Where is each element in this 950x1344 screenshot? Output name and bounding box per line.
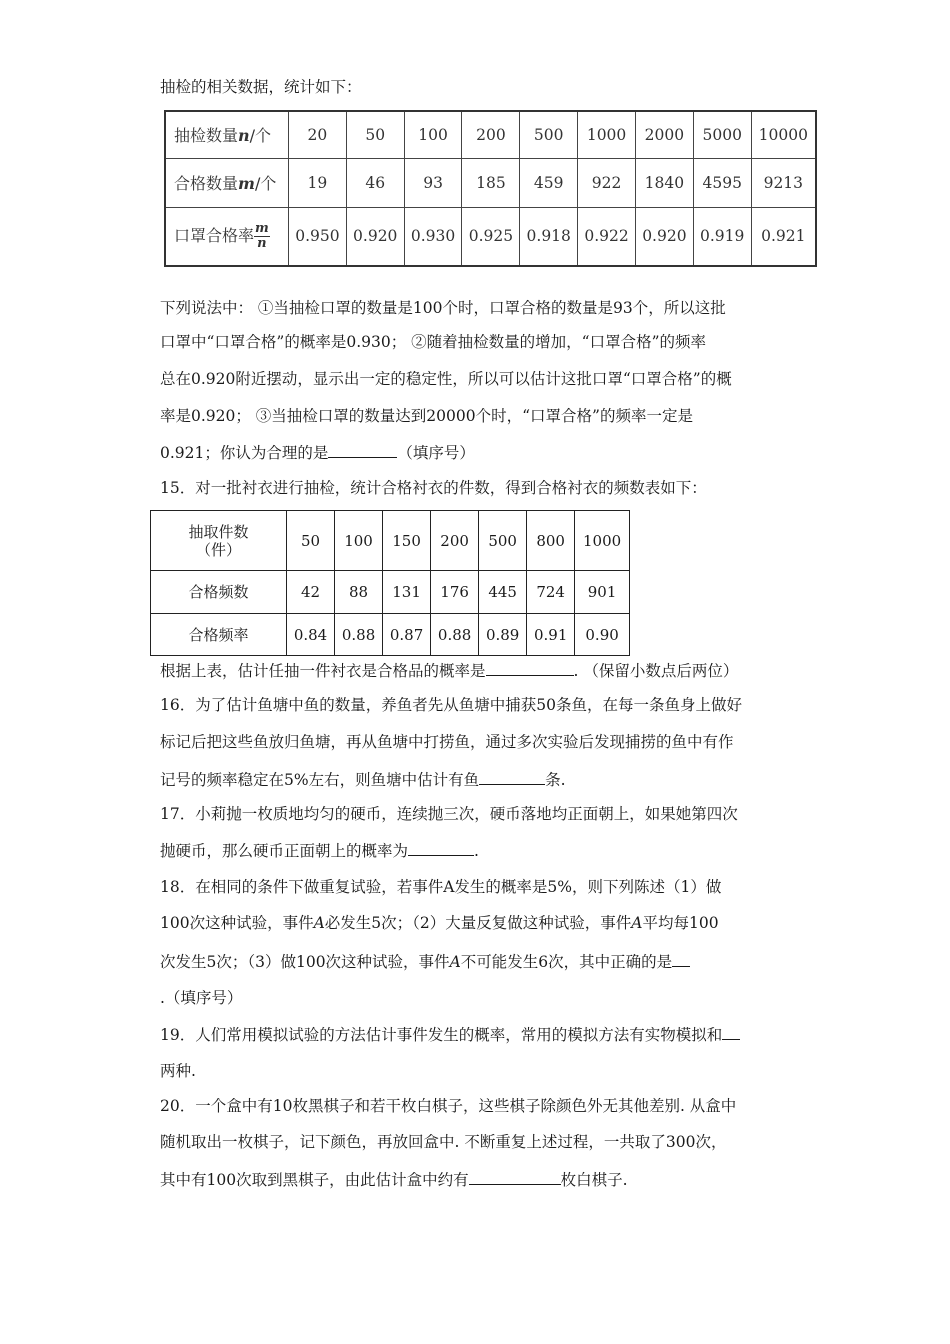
table-cell: 1000 xyxy=(578,111,636,158)
table-cell: 176 xyxy=(431,571,479,614)
table-cell: 901 xyxy=(575,571,630,614)
table-cell: 50 xyxy=(346,111,404,158)
table-cell: 0.918 xyxy=(520,207,578,266)
row-header-pass-rate: 口罩合格率 $\frac{m}{n}$ xyxy=(165,207,289,266)
table-cell: 200 xyxy=(462,111,520,158)
table-row xyxy=(165,158,816,207)
table-cell: 19 xyxy=(289,158,347,207)
table-cell: 1840 xyxy=(635,158,693,207)
intro-text: 抽检的相关数据，统计如下： xyxy=(160,78,362,96)
q15-answer-line: 根据上表，估计任抽一件衬衣是合格品的概率是 . （保留小数点后两位） xyxy=(160,659,738,682)
q14-line: 口罩中“口罩合格”的概率是0.930； ②随着抽检数量的增加，“口罩合格”的频率 xyxy=(160,333,706,351)
table-cell: 500 xyxy=(479,511,527,571)
table-cell: 100 xyxy=(335,511,383,571)
shirt-frequency-table xyxy=(150,510,630,656)
table-cell: 0.921 xyxy=(751,207,816,266)
q20-line: 20．一个盒中有10枚黑棋子和若干枚白棋子，这些棋子除颜色外无其他差别. 从盒中 xyxy=(160,1097,737,1115)
table-cell: 724 xyxy=(527,571,575,614)
table-cell: 459 xyxy=(520,158,578,207)
table-cell: 922 xyxy=(578,158,636,207)
q17-answer-line: 抛硬币，那么硬币正面朝上的概率为 . xyxy=(160,839,479,862)
q14-answer-line: 0.921；你认为合理的是 （填序号） xyxy=(160,441,475,464)
table-cell: 10000 xyxy=(751,111,816,158)
table-cell: 0.88 xyxy=(335,614,383,656)
table-cell: 131 xyxy=(383,571,431,614)
fraction-m-over-n: $\frac{m}{n}$ xyxy=(255,220,269,251)
answer-blank[interactable] xyxy=(408,839,474,856)
answer-blank[interactable] xyxy=(486,659,574,676)
q17-line: 17．小莉抛一枚质地均匀的硬币，连续抛三次，硬币落地均正面朝上，如果她第四次 xyxy=(160,805,738,823)
q16-line: 标记后把这些鱼放归鱼塘，再从鱼塘中打捞鱼，通过多次实验后发现捕捞的鱼中有作 xyxy=(160,733,734,751)
table-cell: 0.922 xyxy=(578,207,636,266)
table-cell: 50 xyxy=(287,511,335,571)
q19-line: 两种. xyxy=(160,1062,196,1080)
table-cell: 150 xyxy=(383,511,431,571)
table-row xyxy=(165,111,816,158)
table-cell: 0.89 xyxy=(479,614,527,656)
table-row xyxy=(151,571,630,614)
table-row xyxy=(151,614,630,656)
answer-blank[interactable] xyxy=(722,1023,740,1040)
table-cell: 0.950 xyxy=(289,207,347,266)
table-cell: 445 xyxy=(479,571,527,614)
table-cell: 93 xyxy=(404,158,462,207)
table-cell: 20 xyxy=(289,111,347,158)
table-cell: 200 xyxy=(431,511,479,571)
answer-blank[interactable] xyxy=(469,1168,561,1185)
q20-line: 随机取出一枚棋子，记下颜色，再放回盒中. 不断重复上述过程，一共取了300次， xyxy=(160,1133,727,1151)
mask-inspection-table xyxy=(164,110,817,267)
table-cell: 0.84 xyxy=(287,614,335,656)
table-cell: 800 xyxy=(527,511,575,571)
q18-answer-line: 次发生5次；（3）做100次这种试验，事件A不可能发生6次，其中正确的是 xyxy=(160,950,690,973)
row-header-sample-count: 抽检数量n/个 xyxy=(165,111,289,158)
q15-text: 15．对一批衬衣进行抽检，统计合格衬衣的件数，得到合格衬衣的频数表如下： xyxy=(160,479,707,497)
row-header-sample-pieces: 抽取件数 （件） xyxy=(151,511,287,571)
table-cell: 0.87 xyxy=(383,614,431,656)
table-cell: 100 xyxy=(404,111,462,158)
table-row xyxy=(165,207,816,266)
q18-line: .（填序号） xyxy=(160,989,243,1007)
q18-line: 100次这种试验，事件A必发生5次；（2）大量反复做这种试验，事件A平均每100 xyxy=(160,914,719,932)
table-cell: 4595 xyxy=(693,158,751,207)
table-cell: 46 xyxy=(346,158,404,207)
q14-line: 率是0.920； ③当抽检口罩的数量达到20000个时，“口罩合格”的频率一定是 xyxy=(160,407,693,425)
table-row xyxy=(151,511,630,571)
table-cell: 0.88 xyxy=(431,614,479,656)
table-cell: 0.930 xyxy=(404,207,462,266)
table-cell: 2000 xyxy=(635,111,693,158)
table-cell: 0.91 xyxy=(527,614,575,656)
table-cell: 42 xyxy=(287,571,335,614)
table-cell: 0.919 xyxy=(693,207,751,266)
answer-blank[interactable] xyxy=(672,950,690,967)
row-header-qualified-frequency: 合格频数 xyxy=(151,571,287,614)
answer-blank[interactable] xyxy=(479,768,545,785)
answer-blank[interactable] xyxy=(328,441,397,458)
q16-line: 16．为了估计鱼塘中鱼的数量，养鱼者先从鱼塘中捕获50条鱼，在每一条鱼身上做好 xyxy=(160,696,742,714)
q14-line: 总在0.920附近摆动，显示出一定的稳定性，所以可以估计这批口罩“口罩合格”的概 xyxy=(160,370,732,388)
q19-answer-line: 19．人们常用模拟试验的方法估计事件发生的概率，常用的模拟方法有实物模拟和 xyxy=(160,1023,740,1046)
q18-line: 18．在相同的条件下做重复试验，若事件A发生的概率是5%，则下列陈述（1）做 xyxy=(160,878,722,896)
table-cell: 185 xyxy=(462,158,520,207)
table-cell: 0.925 xyxy=(462,207,520,266)
table-cell: 0.90 xyxy=(575,614,630,656)
row-header-qualified-count: 合格数量m/个 xyxy=(165,158,289,207)
table-cell: 9213 xyxy=(751,158,816,207)
q16-answer-line: 记号的频率稳定在5%左右，则鱼塘中估计有鱼 条. xyxy=(160,768,566,791)
table-cell: 88 xyxy=(335,571,383,614)
table-cell: 500 xyxy=(520,111,578,158)
table-cell: 1000 xyxy=(575,511,630,571)
table-cell: 0.920 xyxy=(635,207,693,266)
q20-answer-line: 其中有100次取到黑棋子，由此估计盒中约有 枚白棋子. xyxy=(160,1168,628,1191)
table-cell: 0.920 xyxy=(346,207,404,266)
q14-line: 下列说法中： ①当抽检口罩的数量是100个时，口罩合格的数量是93个，所以这批 xyxy=(160,299,726,317)
table-cell: 5000 xyxy=(693,111,751,158)
row-header-qualified-rate: 合格频率 xyxy=(151,614,287,656)
